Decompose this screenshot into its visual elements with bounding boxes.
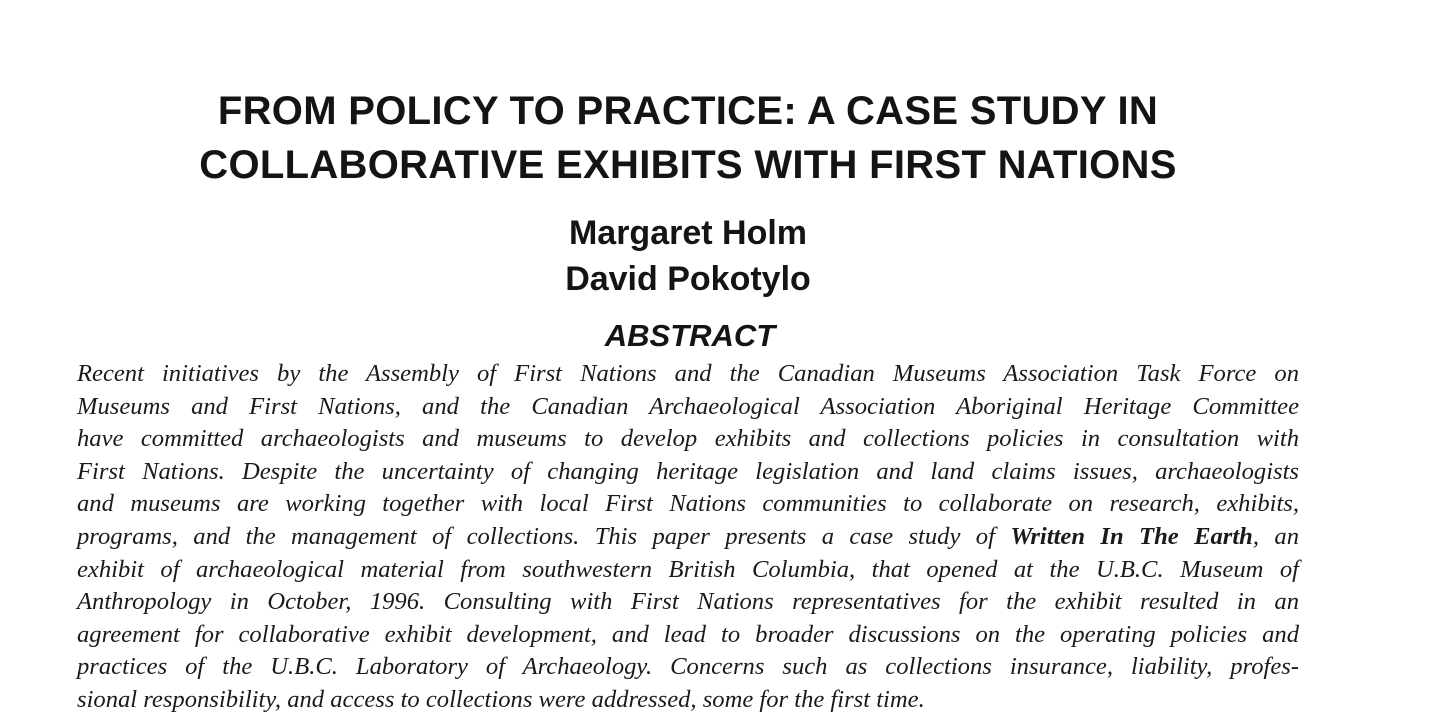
abstract-line: sional responsibility, and access to collections were addressed, some for the first time.: [77, 685, 925, 713]
abstract-body: [77, 358, 1299, 717]
abstract-line: agreement for collaborative exhibit development, and lead to broader discussions on the operating policies and: [77, 620, 1299, 648]
abstract-line: have committed archaeologists and museums to develop exhibits and collections policies in consultation with: [77, 425, 1299, 453]
abstract-line: practices of the U.B.C. Laboratory of Archaeology. Concerns such as collections insurance, liability, profes-: [77, 653, 1299, 681]
author-name: David Pokotylo: [565, 260, 811, 298]
abstract-line: Anthropology in October, 1996. Consulting with First Nations representatives for the exhibit resulted in an: [77, 588, 1299, 616]
author-name: Margaret Holm: [568, 214, 808, 252]
abstract-text: programs, and the management of collections. This paper presents a case study of: [77, 522, 1011, 550]
abstract-line: Recent initiatives by the Assembly of First Nations and the Canadian Museums Association Task Force on: [77, 360, 1299, 387]
abstract-text: , an: [1252, 522, 1299, 550]
abstract-line: [77, 521, 1299, 554]
paper-title: [0, 84, 1376, 192]
abstract-line: exhibit of archaeological material from southwestern British Columbia, that opened at the U.B.C. Museum of: [77, 555, 1299, 583]
title-line-1: FROM POLICY TO PRACTICE: A CASE STUDY IN: [217, 89, 1159, 133]
abstract-line: and museums are working together with local First Nations communities to collaborate on research, exhibits,: [77, 490, 1299, 518]
title-line-2: COLLABORATIVE EXHIBITS WITH FIRST NATIONS: [199, 143, 1177, 187]
author-list: [0, 210, 1376, 302]
abstract-line: Museums and First Nations, and the Canadian Archaeological Association Aboriginal Heritage Committee: [77, 392, 1299, 420]
exhibit-title: Written In The Earth: [1010, 522, 1253, 550]
abstract-line: First Nations. Despite the uncertainty of changing heritage legislation and land claims issues, archaeologists: [77, 457, 1299, 485]
abstract-heading: ABSTRACT: [604, 318, 776, 353]
